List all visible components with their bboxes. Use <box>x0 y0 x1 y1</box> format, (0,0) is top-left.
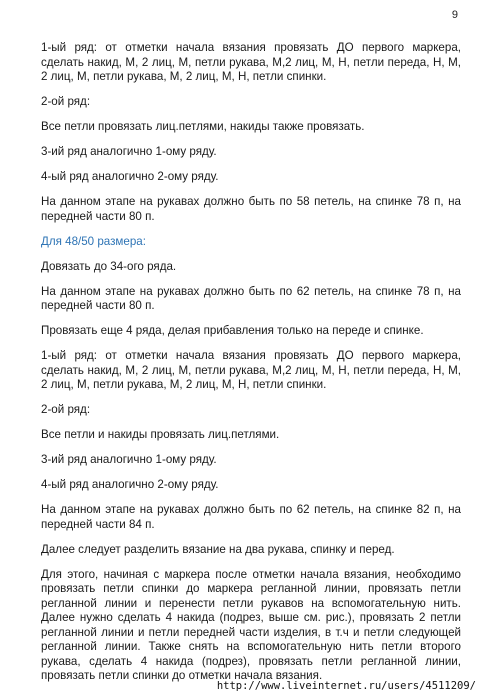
paragraph: Далее следует разделить вязание на два рукава, спинку и перед. <box>41 542 395 556</box>
document-body <box>41 41 461 694</box>
paragraph: 3-ий ряд аналогично 1-ому ряду. <box>41 145 217 158</box>
source-watermark: http://www.liveinternet.ru/users/4511209/ <box>216 680 476 692</box>
paragraph: 1-ый ряд: от отметки начала вязания провязать ДО первого маркера, сделать накид, М, 2 лиц, М, петли рукава, М,2 лиц, М, Н, петли переда, Н, М, 2 лиц, М, петли рукава, М, 2 лиц, М, Н, петли спинки. <box>41 41 461 83</box>
paragraph: 3-ий ряд аналогично 1-ому ряду. <box>41 453 217 466</box>
paragraph: 2-ой ряд: <box>41 403 91 416</box>
paragraph: 4-ый ряд аналогично 2-ому ряду. <box>41 478 219 491</box>
paragraph: Провязать еще 4 ряда, делая прибавления только на переде и спинке. <box>41 324 424 337</box>
paragraph: 2-ой ряд: <box>41 95 91 108</box>
paragraph: Все петли и накиды провязать лиц.петлями. <box>41 428 280 441</box>
paragraph: На данном этапе на рукавах должно быть по 62 петель, на спинке 82 п, на передней части 84 п. <box>41 503 461 531</box>
paragraph: На данном этапе на рукавах должно быть по 62 петель, на спинке 78 п, на передней части 80 п. <box>41 284 461 312</box>
paragraph: Довязать до 34-ого ряда. <box>41 259 177 273</box>
paragraph: Для этого, начиная с маркера после отметки начала вязания, необходимо провязать петли спинки до маркера регланной линии, провязать петли регланной линии и перенести петли рукавов на вспомогательную нить. Далее нужно сделать 4 накида (подрез, выше см. рис.), провязать 2 петли регланной линии и петли передней части изделия, в т.ч и петли следующей регланной линии. Также снять на вспомогательную нить петли второго рукава, сделать 4 накида (подрез), провязать петли регланной линии, провязать петли спинки до отметки начала вязания. <box>41 567 461 682</box>
paragraph: На данном этапе на рукавах должно быть по 58 петель, на спинке 78 п, на передней части 80 п. <box>41 195 461 223</box>
size-heading: Для 48/50 размера: <box>41 234 146 248</box>
paragraph: Все петли провязать лиц.петлями, накиды также провязать. <box>41 120 365 133</box>
paragraph: 4-ый ряд аналогично 2-ому ряду. <box>41 170 219 183</box>
page-number: 9 <box>451 9 458 21</box>
paragraph: 1-ый ряд: от отметки начала вязания провязать ДО первого маркера, сделать накид, М, 2 лиц, М, петли рукава, М,2 лиц, М, Н, петли переда, Н, М, 2 лиц, М, петли рукава, М, 2 лиц, М, Н, петли спинки. <box>41 349 461 391</box>
